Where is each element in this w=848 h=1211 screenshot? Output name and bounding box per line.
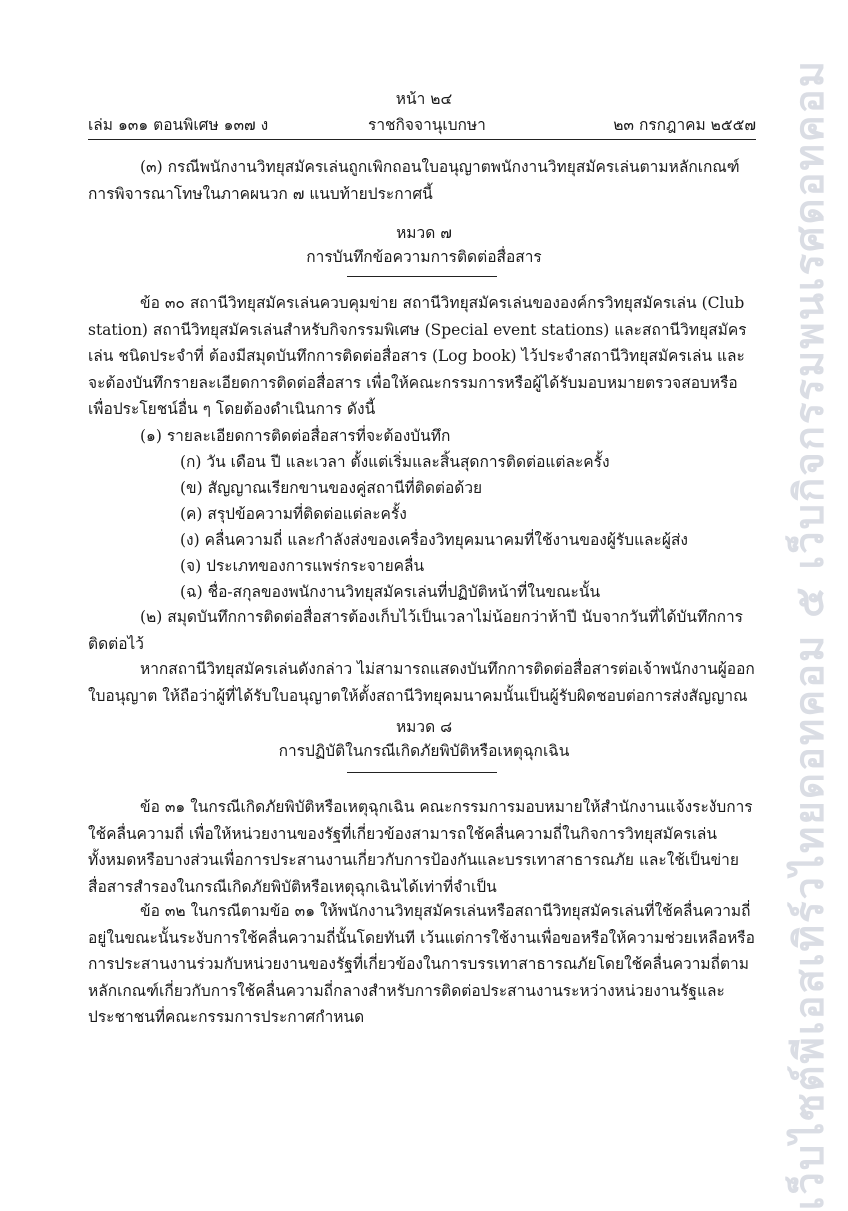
section-32: ข้อ ๓๒ ในกรณีตามข้อ ๓๑ ให้พนักงานวิทยุสมัครเล่นหรือสถานีวิทยุสมัครเล่นที่ใช้คลื่นความถี่อยู่ในขณะนั้นระงับการใช้คลื่นความถี่นั้นโดยทันที เว้นแต่การใช้งานเพื่อขอหรือให้ความช่วยเหลือหรือการประสานงานร่วมกับหน่วยงานของรัฐที่เกี่ยวข้องในการบรรเทาสาธารณภัยโดยใช้คลื่นความถี่ตามหลักเกณฑ์เกี่ยวกับการใช้คลื่นความถี่กลางสำหรับการติดต่อประสานงานระหว่างหน่วยงานรัฐและประชาชนที่คณะกรรมการประกาศกำหนด — [88, 902, 755, 1027]
list-item-1: (๑) รายละเอียดการติดต่อสื่อสารที่จะต้องบันทึก — [140, 427, 451, 445]
sub-item-cho-ching: (ฉ) ชื่อ-สกุลของพนักงานวิทยุสมัครเล่นที่ปฏิบัติหน้าที่ในขณะนั้น — [180, 583, 601, 601]
chapter-8-divider — [347, 772, 497, 773]
sub-item-kho: (ข) สัญญาณเรียกขานของคู่สถานีที่ติดต่อด้วย — [180, 479, 483, 497]
chapter-7-divider — [347, 276, 497, 277]
sub-item-ko: (ก) วัน เดือน ปี และเวลา ตั้งแต่เริ่มและสิ้นสุดการติดต่อแต่ละครั้ง — [180, 453, 610, 471]
page-number: หน้า ๒๔ — [395, 90, 453, 108]
list-item-2: (๒) สมุดบันทึกการติดต่อสื่อสารต้องเก็บไว้เป็นเวลาไม่น้อยกว่าห้าปี นับจากวันที่ได้บันทึกการติดต่อไว้ — [88, 608, 744, 653]
section-30: ข้อ ๓๐ สถานีวิทยุสมัครเล่นควบคุมข่าย สถานีวิทยุสมัครเล่นขององค์กรวิทยุสมัครเล่น (Club station) สถานีวิทยุสมัครเล่นสำหรับกิจกรรมพิเศษ (Special event stations) และสถานีวิทยุสมัครเล่น ชนิดประจำที่ ต้องมีสมุดบันทึกการติดต่อสื่อสาร (Log book) ไว้ประจำสถานีวิทยุสมัครเล่น และจะต้องบันทึกรายละเอียดการติดต่อสื่อสาร เพื่อให้คณะกรรมการหรือผู้ได้รับมอบหมายตรวจสอบหรือเพื่อประโยชน์อื่น ๆ โดยต้องดำเนินการ ดังนี้ — [88, 294, 747, 419]
gazette-header — [88, 112, 756, 136]
website-watermark — [780, 59, 840, 1211]
chapter-8-title: หมวด ๘ — [395, 718, 453, 736]
chapter-8-subtitle: การปฏิบัติในกรณีเกิดภัยพิบัติหรือเหตุฉุกเฉิน — [278, 742, 570, 760]
section-31: ข้อ ๓๑ ในกรณีเกิดภัยพิบัติหรือเหตุฉุกเฉิน คณะกรรมการมอบหมายให้สำนักงานแจ้งระงับการใช้คลื่นความถี่ เพื่อให้หน่วยงานของรัฐที่เกี่ยวข้องสามารถใช้คลื่นความถี่ในกิจการวิทยุสมัครเล่นทั้งหมดหรือบางส่วนเพื่อการประสานงานเกี่ยวกับการป้องกันและบรรเทาสาธารณภัย และใช้เป็นข่ายสื่อสารสำรองในกรณีเกิดภัยพิบัติหรือเหตุฉุกเฉินได้เท่าที่จำเป็น — [88, 798, 753, 896]
gazette-name: ราชกิจจานุเบกษา — [368, 116, 486, 134]
sub-item-ngo: (ง) คลื่นความถี่ และกำลังส่งของเครื่องวิทยุคมนาคมที่ใช้งานของผู้รับและผู้ส่ง — [180, 531, 688, 549]
paragraph-log-failure: หากสถานีวิทยุสมัครเล่นดังกล่าว ไม่สามารถแสดงบันทึกการติดต่อสื่อสารต่อเจ้าพนักงานผู้ออกใบอนุญาต ให้ถือว่าผู้ที่ได้รับใบอนุญาตให้ตั้งสถานีวิทยุคมนาคมนั้นเป็นผู้รับผิดชอบต่อการส่งสัญญาณ — [88, 660, 755, 705]
watermark-text: เว็บไซต์พีเอสเทิร์วไทยดอทคอม ๕ เว็บกิจกรรมพนเรศดอทคอม — [787, 59, 833, 1211]
sub-item-kho-khwai: (ค) สรุปข้อความที่ติดต่อแต่ละครั้ง — [180, 505, 407, 523]
publication-date: ๒๓ กรกฎาคม ๒๕๕๗ — [613, 116, 756, 134]
paragraph-item-3: (๓) กรณีพนักงานวิทยุสมัครเล่นถูกเพิกถอนใบอนุญาตพนักงานวิทยุสมัครเล่นตามหลักเกณฑ์การพิจารณาโทษในภาคผนวก ๗ แนบท้ายประกาศนี้ — [88, 158, 740, 203]
sub-item-cho: (จ) ประเภทของการแพร่กระจายคลื่น — [180, 557, 425, 575]
volume-info: เล่ม ๑๓๑ ตอนพิเศษ ๑๓๗ ง — [88, 116, 269, 134]
header-divider — [88, 139, 756, 140]
chapter-7-subtitle: การบันทึกข้อความการติดต่อสื่อสาร — [306, 248, 542, 266]
chapter-7-title: หมวด ๗ — [396, 224, 452, 242]
